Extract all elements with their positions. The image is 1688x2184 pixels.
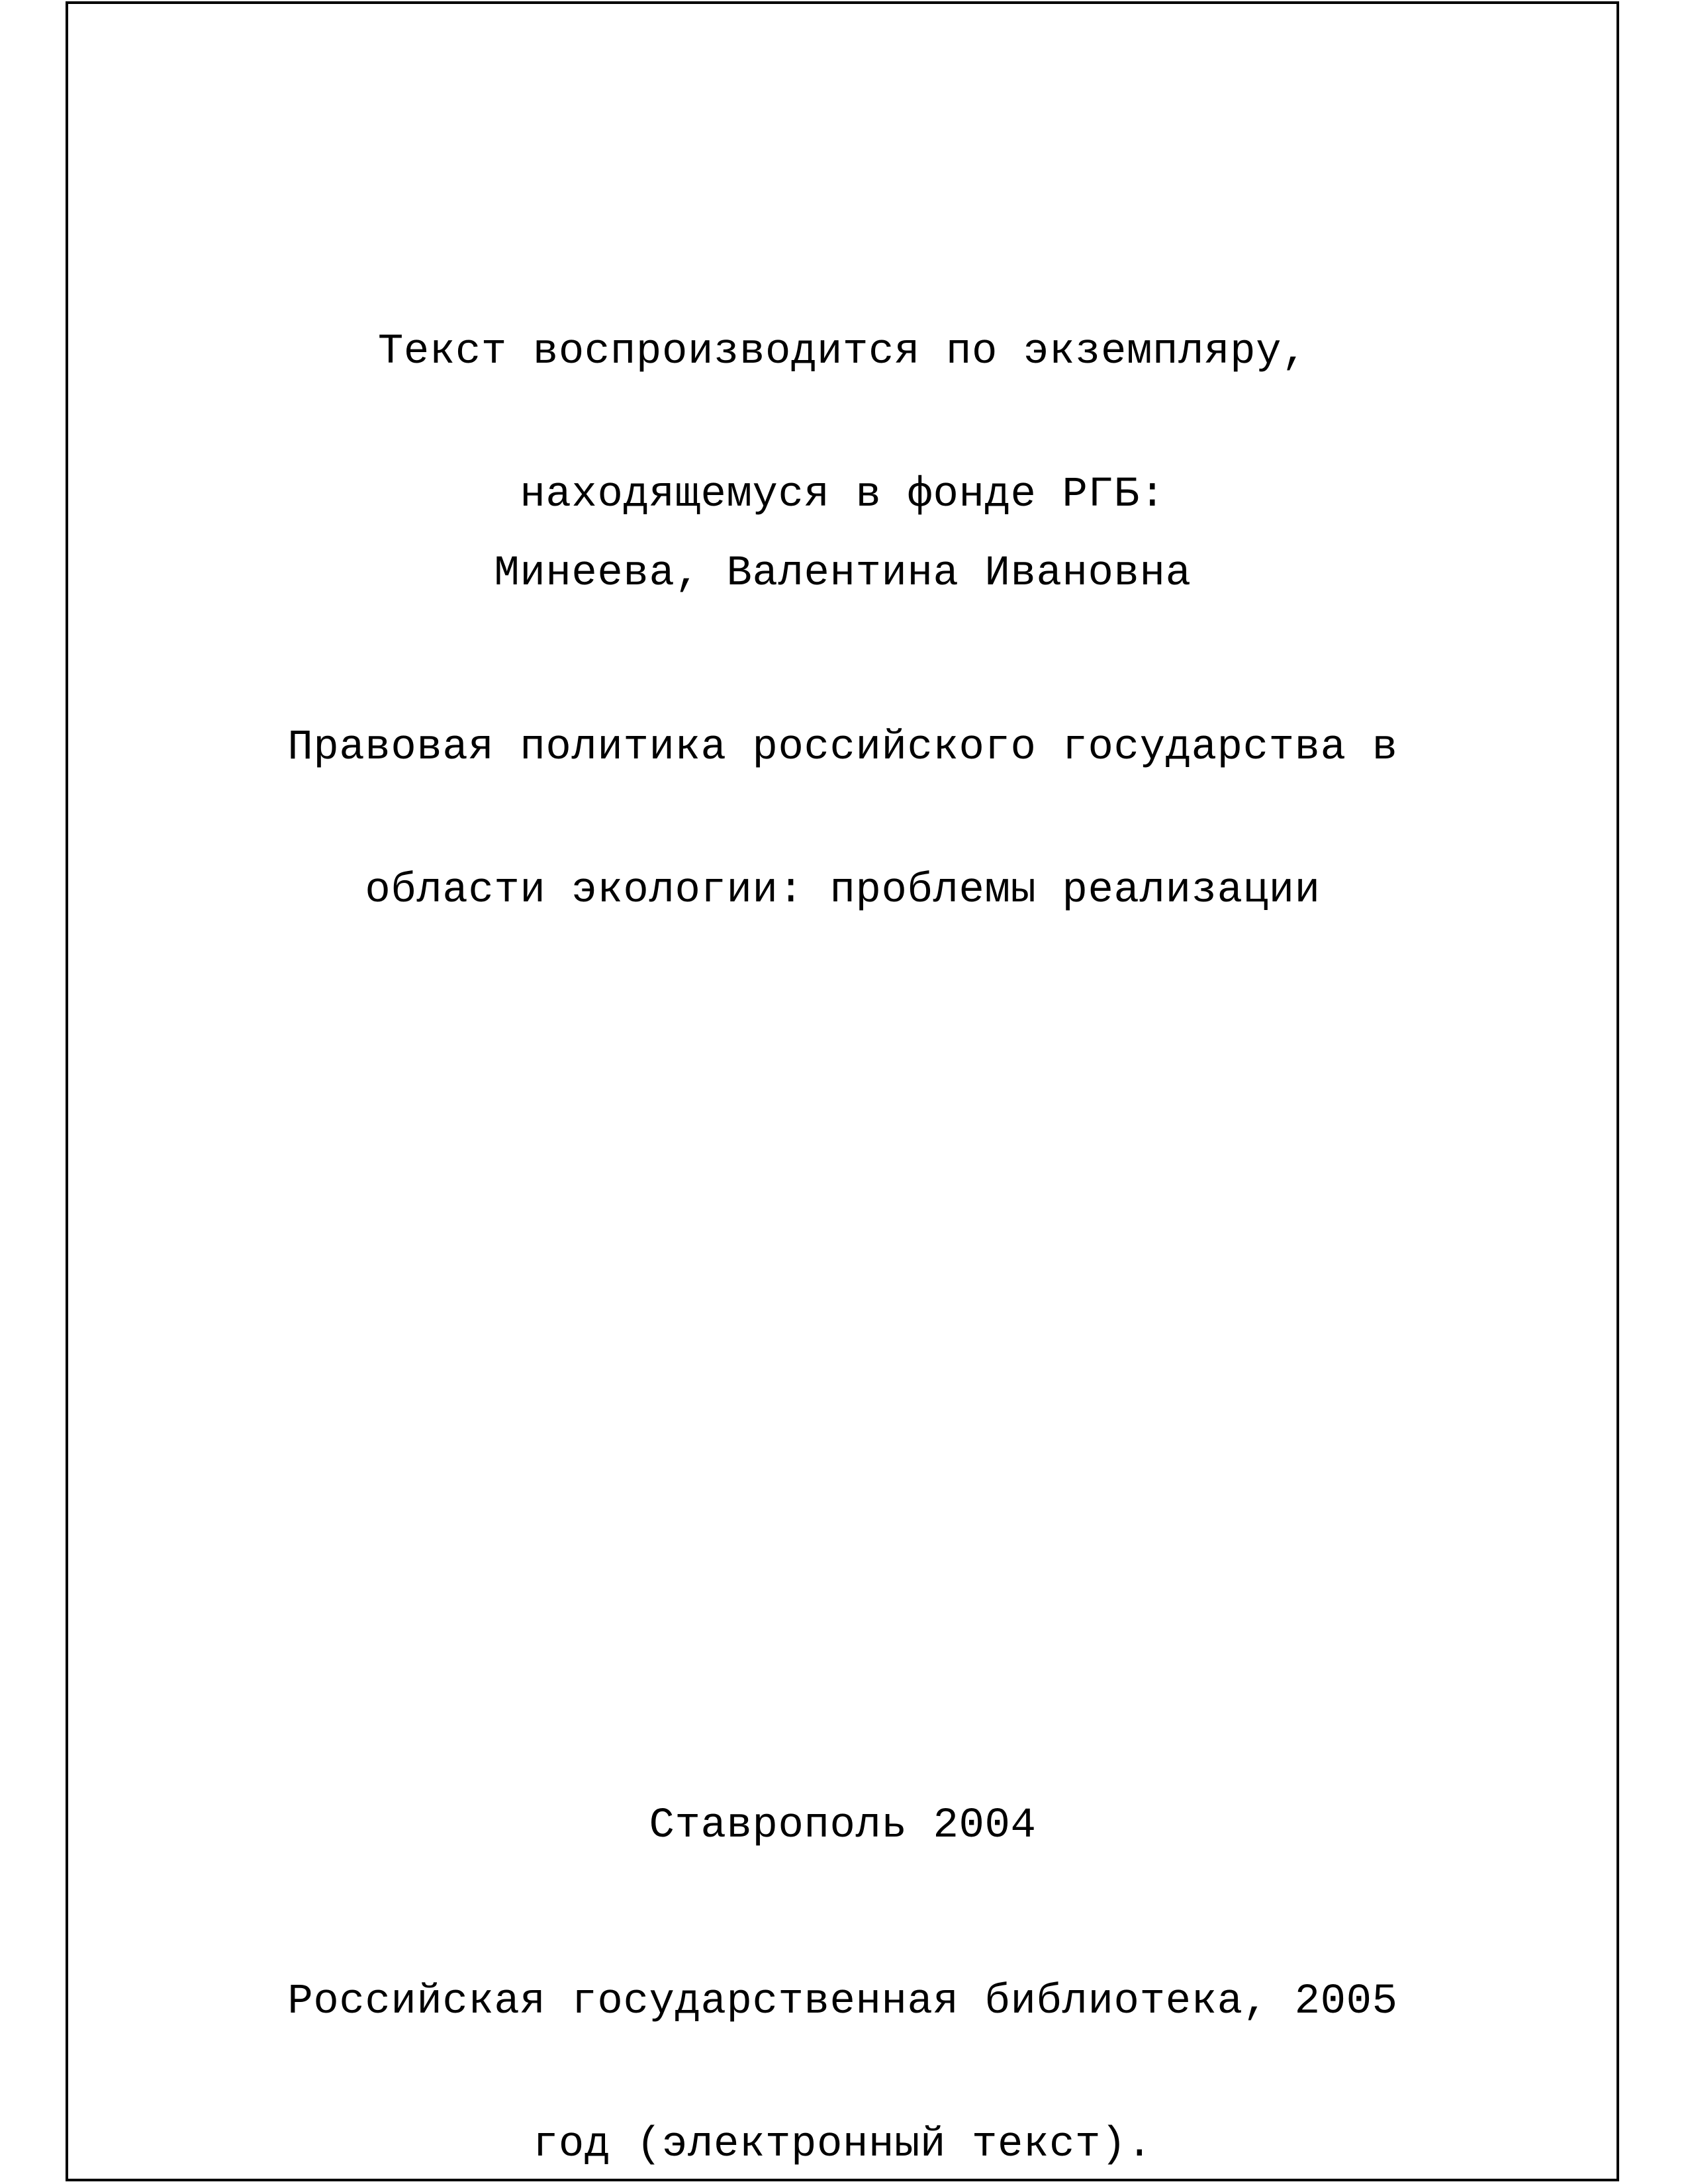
document-title-line-1: Правовая политика российского государства в <box>287 724 1398 772</box>
source-note <box>66 1883 1619 2184</box>
document-title-line-2: области экологии: проблемы реализации <box>365 867 1321 915</box>
document-title <box>66 629 1619 1010</box>
author-name-line: Минеева, Валентина Ивановна <box>494 550 1192 598</box>
source-note-line-2: год (электронный текст). <box>532 2121 1153 2169</box>
reproduction-note-line-1: Текст воспроизводится по экземпляру, <box>377 328 1308 376</box>
imprint-city-year: Ставрополь 2004 <box>649 1802 1037 1850</box>
reproduction-note-line-2: находящемуся в фонде РГБ: <box>520 471 1166 519</box>
source-note-line-1: Российская государственная библиотека, 2005 <box>287 1978 1398 2026</box>
